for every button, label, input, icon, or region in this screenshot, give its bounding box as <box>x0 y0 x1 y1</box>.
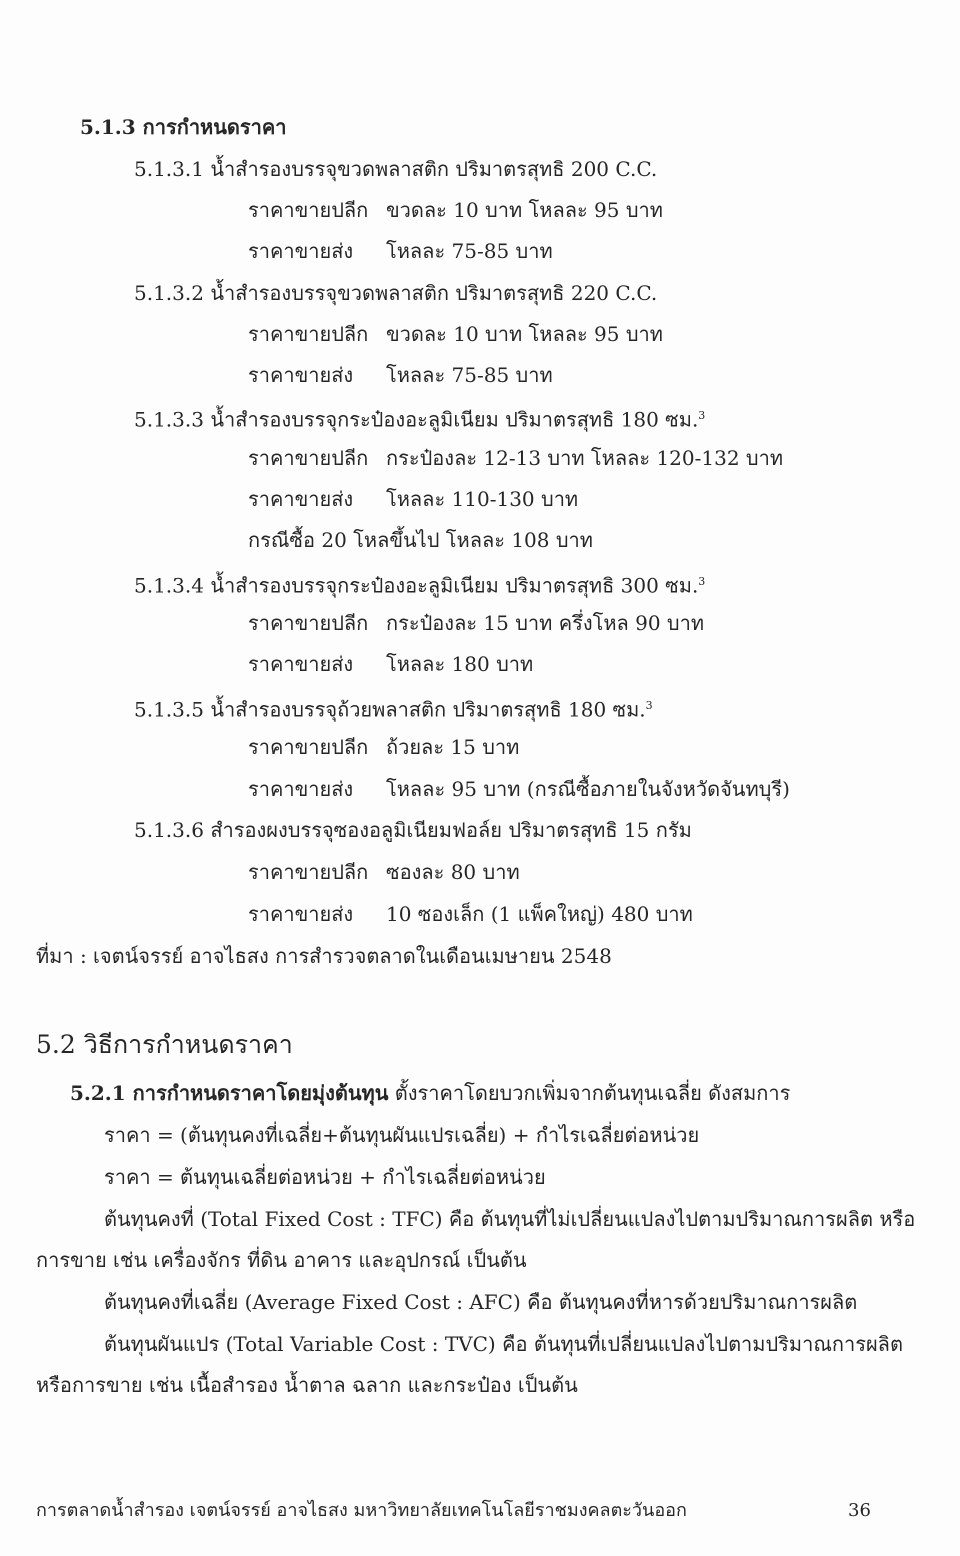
page-footer-text: การตลาดน้ำสำรอง เจตน์จรรย์ อาจไธสง มหาวิทยาลัยเทคโนโลยีราชมงคลตะวันออก <box>36 1500 687 1521</box>
retail-value: กระป๋องละ 12-13 บาท โหลละ 120-132 บาท <box>386 446 784 470</box>
wholesale-label: ราคาขายส่ง <box>248 652 354 676</box>
retail-value: ขวดละ 10 บาท โหลละ 95 บาท <box>386 322 663 346</box>
footnote-marker: 3 <box>698 575 706 588</box>
wholesale-value: โหลละ 75-85 บาท <box>386 239 553 263</box>
retail-value: กระป๋องละ 15 บาท ครึ่งโหล 90 บาท <box>386 611 705 635</box>
item-title-5132: 5.1.3.2 น้ำสำรองบรรจุขวดพลาสติก ปริมาตรสุทธิ 220 C.C. <box>134 281 658 305</box>
wholesale-label: ราคาขายส่ง <box>248 777 354 801</box>
retail-price-row <box>248 611 704 635</box>
wholesale-value: โหลละ 95 บาท (กรณีซื้อภายในจังหวัดจันทบุรี) <box>386 777 790 801</box>
bulk-note: กรณีซื้อ 20 โหลขึ้นไป โหลละ 108 บาท <box>248 528 593 552</box>
tfc-paragraph-line2: การขาย เช่น เครื่องจักร ที่ดิน อาคาร และอุปกรณ์ เป็นต้น <box>36 1248 527 1272</box>
wholesale-label: ราคาขายส่ง <box>248 363 354 387</box>
retail-price-row <box>248 198 663 222</box>
subsection-intro: ตั้งราคาโดยบวกเพิ่มจากต้นทุนเฉลี่ย ดังสมการ <box>388 1081 791 1105</box>
item-title-5131: 5.1.3.1 น้ำสำรองบรรจุขวดพลาสติก ปริมาตรสุทธิ 200 C.C. <box>134 157 658 181</box>
wholesale-label: ราคาขายส่ง <box>248 487 354 511</box>
retail-price-row <box>248 735 519 759</box>
subsection-heading-521: 5.2.1 การกำหนดราคาโดยมุ่งต้นทุน <box>70 1081 389 1105</box>
section-heading-513: 5.1.3 การกำหนดราคา <box>80 115 287 139</box>
retail-label: ราคาขายปลีก <box>248 322 369 346</box>
section-heading-52: 5.2 วิธีการกำหนดราคา <box>36 1030 293 1059</box>
wholesale-value: 10 ซองเล็ก (1 แพ็คใหญ่) 480 บาท <box>386 902 693 926</box>
wholesale-value: โหลละ 75-85 บาท <box>386 363 553 387</box>
page-number: 36 <box>848 1500 871 1521</box>
tfc-paragraph-line1: ต้นทุนคงที่ (Total Fixed Cost : TFC) คือ ต้นทุนที่ไม่เปลี่ยนแปลงไปตามปริมาณการผลิต หรือ <box>104 1207 916 1231</box>
tvc-paragraph-line1: ต้นทุนผันแปร (Total Variable Cost : TVC) คือ ต้นทุนที่เปลี่ยนแปลงไปตามปริมาณการผลิต <box>104 1332 903 1356</box>
footnote-marker: 3 <box>645 699 653 712</box>
wholesale-price-row <box>248 902 693 926</box>
wholesale-value: โหลละ 180 บาท <box>386 652 534 676</box>
retail-label: ราคาขายปลีก <box>248 860 369 884</box>
wholesale-price-row <box>248 363 553 387</box>
subsection-521 <box>70 1081 790 1105</box>
wholesale-price-row <box>248 777 790 801</box>
retail-label: ราคาขายปลีก <box>248 611 369 635</box>
retail-value: ซองละ 80 บาท <box>386 860 520 884</box>
afc-paragraph: ต้นทุนคงที่เฉลี่ย (Average Fixed Cost : AFC) คือ ต้นทุนคงที่หารด้วยปริมาณการผลิต <box>104 1290 858 1314</box>
wholesale-price-row <box>248 487 578 511</box>
footnote-marker: 3 <box>698 409 706 422</box>
price-formula-2: ราคา = ต้นทุนเฉลี่ยต่อหน่วย + กำไรเฉลี่ยต่อหน่วย <box>104 1165 546 1189</box>
item-title-5134: 5.1.3.4 น้ำสำรองบรรจุกระป๋องอะลูมิเนียม ปริมาตรสุทธิ 300 ซม.$^3$ <box>134 573 706 598</box>
retail-label: ราคาขายปลีก <box>248 735 369 759</box>
retail-label: ราคาขายปลีก <box>248 198 369 222</box>
wholesale-value: โหลละ 110-130 บาท <box>386 487 579 511</box>
retail-price-row <box>248 322 663 346</box>
retail-price-row <box>248 860 520 884</box>
wholesale-price-row <box>248 652 533 676</box>
item-title-5135: 5.1.3.5 น้ำสำรองบรรจุถ้วยพลาสติก ปริมาตรสุทธิ 180 ซม.$^3$ <box>134 697 653 722</box>
retail-label: ราคาขายปลีก <box>248 446 369 470</box>
wholesale-label: ราคาขายส่ง <box>248 239 354 263</box>
wholesale-price-row <box>248 239 553 263</box>
price-formula-1: ราคา = (ต้นทุนคงที่เฉลี่ย+ต้นทุนผันแปรเฉลี่ย) + กำไรเฉลี่ยต่อหน่วย <box>104 1123 700 1147</box>
wholesale-label: ราคาขายส่ง <box>248 902 354 926</box>
retail-value: ถ้วยละ 15 บาท <box>386 735 520 759</box>
retail-value: ขวดละ 10 บาท โหลละ 95 บาท <box>386 198 663 222</box>
item-title-5133: 5.1.3.3 น้ำสำรองบรรจุกระป๋องอะลูมิเนียม ปริมาตรสุทธิ 180 ซม.$^3$ <box>134 407 706 432</box>
item-title-5136: 5.1.3.6 สำรองผงบรรจุซองอลูมิเนียมฟอล์ย ปริมาตรสุทธิ 15 กรัม <box>134 818 692 842</box>
source-note: ที่มา : เจตน์จรรย์ อาจไธสง การสำรวจตลาดในเดือนเมษายน 2548 <box>36 944 612 968</box>
retail-price-row <box>248 446 783 470</box>
tvc-paragraph-line2: หรือการขาย เช่น เนื้อสำรอง น้ำตาล ฉลาก และกระป๋อง เป็นต้น <box>36 1373 578 1397</box>
